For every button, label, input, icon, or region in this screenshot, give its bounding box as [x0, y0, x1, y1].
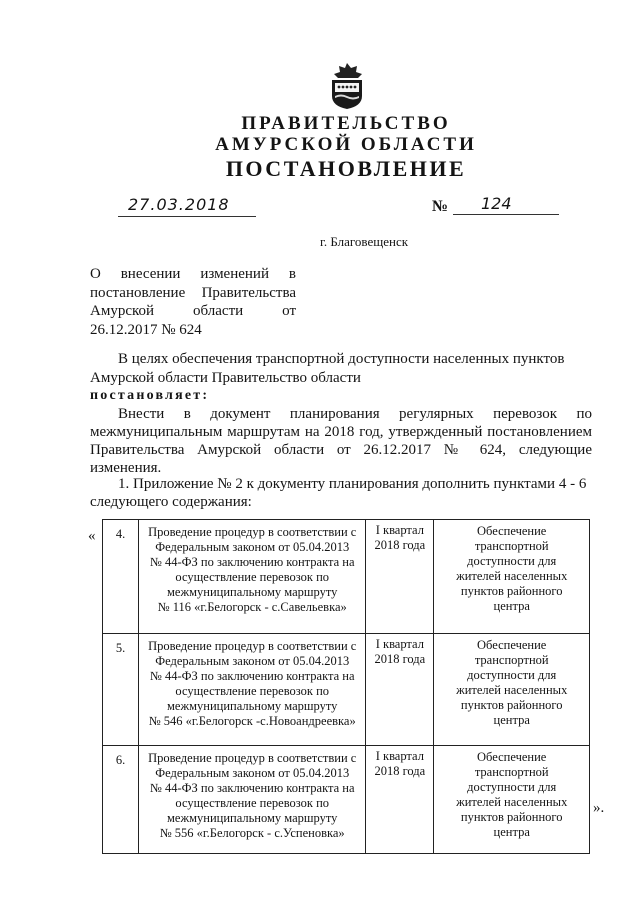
cell-line: центра	[493, 713, 530, 727]
cell-line: пунктов районного	[460, 698, 563, 712]
cell-line: доступности для	[467, 780, 557, 794]
cell-line: транспортной	[474, 765, 549, 779]
goal-cell	[434, 520, 590, 634]
document-subject	[90, 265, 296, 339]
cell-line: 2018 года	[374, 652, 426, 666]
table-row	[103, 520, 590, 634]
subject-line	[90, 321, 296, 340]
header-doc-type: ПОСТАНОВЛЕНИЕ	[225, 156, 467, 181]
paragraph-purpose-cont: Амурской области Правительство области	[90, 370, 361, 386]
close-quote: ».	[593, 800, 605, 816]
goal-cell	[434, 634, 590, 746]
period-cell	[366, 520, 434, 634]
cell-line: осуществление перевозок по	[175, 570, 330, 584]
subject-word: Правительства	[201, 284, 296, 301]
subject-word: О	[90, 266, 101, 282]
row-number: 6.	[103, 746, 139, 854]
cell-line: Обеспечение	[477, 524, 547, 538]
procedure-cell	[139, 746, 366, 854]
row-number: 4.	[103, 520, 139, 634]
subject-line	[90, 265, 296, 284]
coat-of-arms-icon	[327, 62, 367, 110]
paragraph-appendix: 1. Приложение № 2 к документу планирования дополнить пунктами 4 - 6 следующего содержания:	[90, 476, 587, 510]
cell-line: Проведение процедур в соответствии с	[148, 639, 357, 653]
period-cell	[366, 634, 434, 746]
cell-line: транспортной	[474, 653, 549, 667]
subject-word: внесении	[120, 266, 181, 282]
cell-line: жителей населенных	[456, 795, 568, 809]
header-government: ПРАВИТЕЛЬСТВО	[241, 113, 451, 134]
cell-line: Федеральным законом от 05.04.2013	[155, 540, 350, 554]
paragraph-purpose: В целях обеспечения транспортной доступности населенных пунктов	[118, 351, 565, 367]
cell-line: межмуниципальному маршруту	[167, 699, 338, 713]
cell-line: 2018 года	[374, 538, 426, 552]
header-region: АМУРСКОЙ ОБЛАСТИ	[215, 134, 477, 155]
cell-line: № 44-ФЗ по заключению контракта на	[149, 781, 355, 795]
subject-word: Амурской	[90, 303, 155, 319]
cell-line: межмуниципальному маршруту	[167, 811, 338, 825]
document-city: г. Благовещенск	[319, 234, 409, 249]
subject-line	[90, 302, 296, 321]
procedure-cell	[139, 634, 366, 746]
cell-line: Федеральным законом от 05.04.2013	[155, 766, 350, 780]
cell-line: межмуниципальному маршруту	[167, 585, 338, 599]
cell-line: осуществление перевозок по	[175, 796, 330, 810]
amendment-table	[102, 519, 590, 854]
cell-line: пунктов районного	[460, 584, 563, 598]
open-quote: «	[88, 528, 96, 544]
cell-line: жителей населенных	[456, 683, 568, 697]
goal-cell	[434, 746, 590, 854]
subject-word: изменений	[200, 266, 269, 282]
subject-word: области	[193, 303, 244, 319]
cell-line: № 44-ФЗ по заключению контракта на	[149, 555, 355, 569]
row-number: 5.	[103, 634, 139, 746]
cell-line: Проведение процедур в соответствии с	[148, 751, 357, 765]
document-date: 27.03.2018	[118, 196, 256, 217]
cell-line: Проведение процедур в соответствии с	[148, 525, 357, 539]
cell-line: I квартал	[375, 749, 424, 763]
cell-line: № 546 «г.Белогорск -с.Новоандреевка»	[148, 714, 356, 728]
cell-line: I квартал	[375, 523, 424, 537]
decree-word: постановляет:	[90, 388, 210, 403]
table-row	[103, 634, 590, 746]
subject-word: от	[282, 303, 296, 319]
procedure-cell	[139, 520, 366, 634]
cell-line: 2018 года	[374, 764, 426, 778]
period-cell	[366, 746, 434, 854]
cell-line: доступности для	[467, 668, 557, 682]
paragraph-amendment: Внести в документ планирования регулярных перевозок по межмуниципальным маршрутам на 2018 год, утвержденный постановлением Правительства Амурской области от 26.12.2017 № 624, следующие изменения.	[90, 406, 592, 476]
cell-line: доступности для	[467, 554, 557, 568]
document-number: 124	[453, 195, 559, 215]
cell-line: жителей населенных	[456, 569, 568, 583]
subject-word: в	[288, 266, 296, 282]
number-label: №	[432, 198, 449, 215]
cell-line: № 556 «г.Белогорск - с.Успеновка»	[159, 826, 345, 840]
cell-line: центра	[493, 599, 530, 613]
cell-line: № 44-ФЗ по заключению контракта на	[149, 669, 355, 683]
cell-line: № 116 «г.Белогорск - с.Савельевка»	[157, 600, 347, 614]
cell-line: центра	[493, 825, 530, 839]
cell-line: Обеспечение	[477, 638, 547, 652]
cell-line: Обеспечение	[477, 750, 547, 764]
cell-line: осуществление перевозок по	[175, 684, 330, 698]
cell-line: Федеральным законом от 05.04.2013	[155, 654, 350, 668]
subject-line	[90, 284, 296, 303]
subject-word: постановление	[90, 284, 186, 301]
cell-line: транспортной	[474, 539, 549, 553]
table-row	[103, 746, 590, 854]
cell-line: пунктов районного	[460, 810, 563, 824]
subject-word: 26.12.2017 № 624	[90, 321, 202, 338]
cell-line: I квартал	[375, 637, 424, 651]
